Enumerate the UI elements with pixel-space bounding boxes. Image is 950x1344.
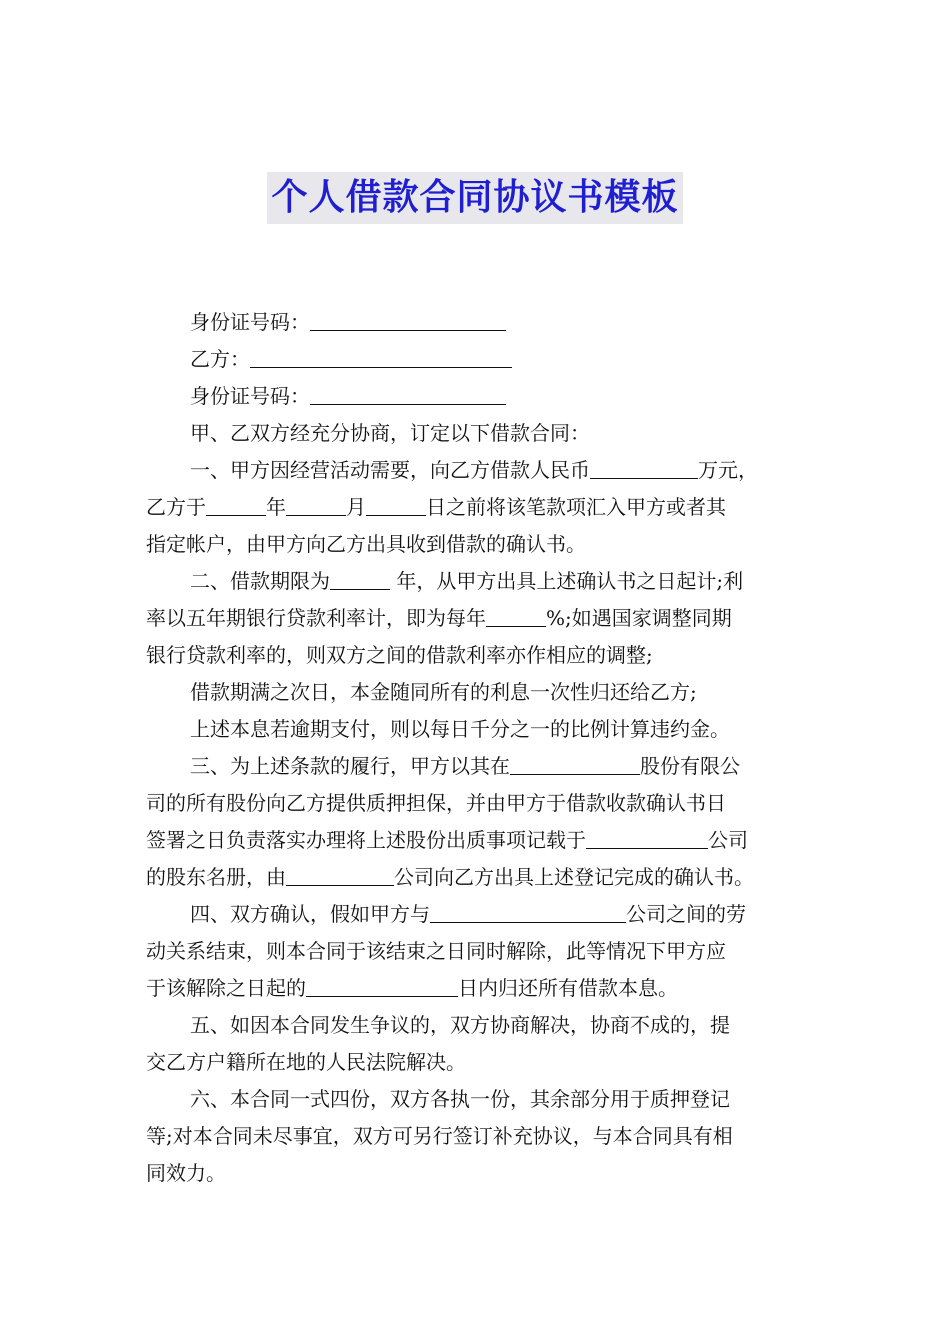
document-line xyxy=(146,563,808,600)
document-line xyxy=(146,1155,808,1192)
line-text: %;如遇国家调整同期 xyxy=(546,606,732,630)
line-text: 的股东名册，由 xyxy=(146,865,286,889)
fill-in-blank xyxy=(206,493,266,516)
document-line xyxy=(146,304,808,341)
title-container xyxy=(0,172,950,224)
line-text: 月 xyxy=(346,495,366,519)
document-line xyxy=(146,415,808,452)
document-line xyxy=(146,341,808,378)
line-text: 二、借款期限为 xyxy=(190,569,330,593)
line-text: 公司向乙方出具上述登记完成的确认书。 xyxy=(394,865,754,889)
line-text: 年，从甲方出具上述确认书之日起计;利 xyxy=(390,569,744,593)
document-line xyxy=(146,1007,808,1044)
document-line xyxy=(146,822,808,859)
line-text: 三、为上述条款的履行，甲方以其在 xyxy=(190,754,510,778)
line-text: 动关系结束，则本合同于该结束之日同时解除，此等情况下甲方应 xyxy=(146,939,726,963)
line-text: 日之前将该笔款项汇入甲方或者其 xyxy=(426,495,726,519)
document-line xyxy=(146,600,808,637)
fill-in-blank xyxy=(586,826,708,849)
document-line xyxy=(146,637,808,674)
line-text: 司的所有股份向乙方提供质押担保，并由甲方于借款收款确认书日 xyxy=(146,791,726,815)
line-text: 身份证号码： xyxy=(190,310,310,334)
line-text: 年 xyxy=(266,495,286,519)
line-text: 公司之间的劳 xyxy=(626,902,746,926)
line-text: 六、本合同一式四份，双方各执一份，其余部分用于质押登记 xyxy=(190,1087,730,1111)
document-line xyxy=(146,933,808,970)
line-text: 于该解除之日起的 xyxy=(146,976,306,1000)
fill-in-blank xyxy=(430,900,626,923)
document-line xyxy=(146,674,808,711)
document-line xyxy=(146,526,808,563)
line-text: 签署之日负责落实办理将上述股份出质事项记载于 xyxy=(146,828,586,852)
line-text: 乙方： xyxy=(190,347,250,371)
line-text: 身份证号码： xyxy=(190,384,310,408)
fill-in-blank xyxy=(310,308,506,331)
line-text: 率以五年期银行贷款利率计，即为每年 xyxy=(146,606,486,630)
document-title: 个人借款合同协议书模板 xyxy=(267,172,682,224)
fill-in-blank xyxy=(286,863,394,886)
line-text: 一、甲方因经营活动需要，向乙方借款人民币 xyxy=(190,458,590,482)
line-text: 日内归还所有借款本息。 xyxy=(458,976,678,1000)
fill-in-blank xyxy=(590,456,698,479)
fill-in-blank xyxy=(330,567,390,590)
line-text: 指定帐户，由甲方向乙方出具收到借款的确认书。 xyxy=(146,532,586,556)
line-text: 乙方于 xyxy=(146,495,206,519)
fill-in-blank xyxy=(486,604,546,627)
document-line xyxy=(146,748,808,785)
fill-in-blank xyxy=(286,493,346,516)
fill-in-blank xyxy=(306,974,458,997)
line-text: 股份有限公 xyxy=(640,754,740,778)
line-text: 公司 xyxy=(708,828,748,852)
line-text: 银行贷款利率的，则双方之间的借款利率亦作相应的调整; xyxy=(146,643,653,667)
line-text: 四、双方确认，假如甲方与 xyxy=(190,902,430,926)
line-text: 交乙方户籍所在地的人民法院解决。 xyxy=(146,1050,466,1074)
document-line xyxy=(146,1118,808,1155)
document-line xyxy=(146,711,808,748)
document-line xyxy=(146,970,808,1007)
document-line xyxy=(146,896,808,933)
document-body xyxy=(146,304,808,1192)
line-text: 等;对本合同未尽事宜，双方可另行签订补充协议，与本合同具有相 xyxy=(146,1124,733,1148)
fill-in-blank xyxy=(310,382,506,405)
document-line xyxy=(146,378,808,415)
fill-in-blank xyxy=(510,752,640,775)
line-text: 甲、乙双方经充分协商，订定以下借款合同： xyxy=(190,421,590,445)
line-text: 同效力。 xyxy=(146,1161,226,1185)
document-line xyxy=(146,785,808,822)
line-text: 借款期满之次日，本金随同所有的利息一次性归还给乙方; xyxy=(190,680,697,704)
line-text: 万元， xyxy=(698,458,758,482)
document-line xyxy=(146,1081,808,1118)
fill-in-blank xyxy=(250,345,512,368)
line-text: 五、如因本合同发生争议的，双方协商解决，协商不成的，提 xyxy=(190,1013,730,1037)
document-line xyxy=(146,452,808,489)
line-text: 上述本息若逾期支付，则以每日千分之一的比例计算违约金。 xyxy=(190,717,730,741)
document-line xyxy=(146,859,808,896)
fill-in-blank xyxy=(366,493,426,516)
document-line xyxy=(146,489,808,526)
document-line xyxy=(146,1044,808,1081)
